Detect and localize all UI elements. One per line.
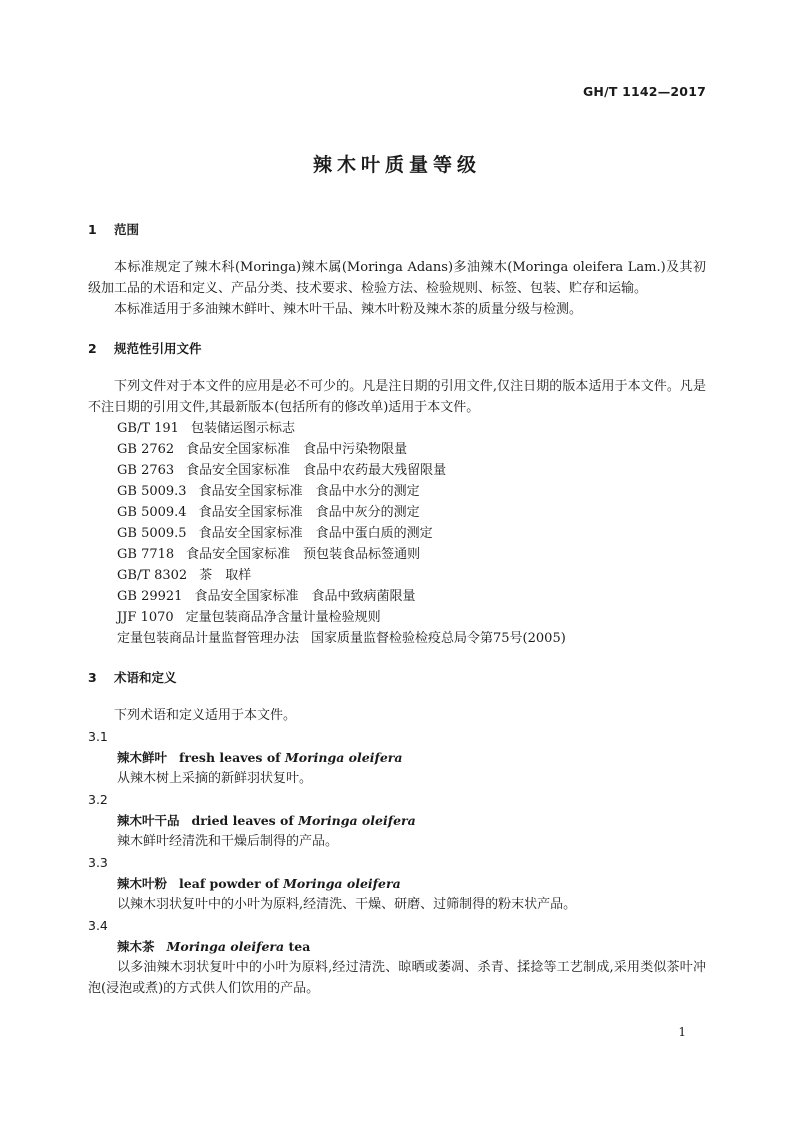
references-intro: 下列文件对于本文件的应用是必不可少的。凡是注日期的引用文件,仅注日期的版本适用于本文件。凡是不注日期的引用文件,其最新版本(包括所有的修改单)适用于本文件。	[88, 379, 706, 415]
term-chinese: 辣木鲜叶	[117, 750, 168, 765]
document-title: 辣木叶质量等级	[312, 154, 481, 176]
term-chinese: 辣木茶	[117, 939, 155, 954]
reference-title: 食品安全国家标准 食品中致病菌限量	[194, 589, 416, 604]
reference-item	[88, 418, 706, 439]
reference-item	[88, 523, 706, 544]
term-english-prefix: dried leaves of	[191, 813, 294, 828]
scope-paragraph-1: 本标准规定了辣木科(Moringa)辣木属(Moringa Adans)多油辣木(Moringa oleifera Lam.)及其初级加工品的术语和定义、产品分类、技术要求、检验方法、检验规则、标签、包装、贮存和运输。	[88, 260, 706, 296]
reference-item	[88, 607, 706, 628]
reference-title: 包装储运图示标志	[190, 421, 295, 436]
reference-item	[88, 544, 706, 565]
term-heading	[88, 747, 706, 768]
reference-code: GB 5009.3	[117, 484, 187, 499]
reference-title: 国家质量监督检验检疫总局令第75号(2005)	[311, 631, 566, 646]
reference-code: GB/T 8302	[117, 568, 188, 583]
reference-code: GB 29921	[117, 589, 183, 604]
reference-list	[88, 418, 706, 649]
reference-item	[88, 565, 706, 586]
term-heading	[88, 873, 706, 894]
term-number: 3.3	[88, 855, 108, 870]
reference-code: JJF 1070	[117, 610, 174, 625]
reference-title: 食品安全国家标准 食品中蛋白质的测定	[198, 526, 433, 541]
term-list	[88, 726, 706, 999]
reference-title: 定量包装商品净含量计量检验规则	[185, 610, 381, 625]
section-number: 2	[88, 341, 97, 356]
term-chinese: 辣木叶干品	[117, 813, 180, 828]
term-english	[192, 813, 416, 828]
term-number: 3.1	[88, 729, 108, 744]
term-english-prefix: fresh leaves of	[179, 750, 281, 765]
document-body	[88, 219, 706, 999]
reference-title: 食品安全国家标准 食品中灰分的测定	[198, 505, 420, 520]
term-definition: 从辣木树上采摘的新鲜羽状复叶。	[117, 771, 313, 786]
section-heading-scope	[88, 219, 706, 240]
reference-title: 食品安全国家标准 预包装食品标签通则	[186, 547, 421, 562]
section-title: 规范性引用文件	[114, 341, 202, 356]
term-definition: 以多油辣木羽状复叶中的小叶为原料,经过清洗、晾晒或萎凋、杀青、揉捻等工艺制成,采用类似茶叶冲泡(浸泡或煮)的方式供人们饮用的产品。	[88, 960, 706, 996]
term-species-name: Moringa oleifera	[283, 876, 401, 891]
standard-code: GH/T 1142—2017	[582, 84, 706, 99]
section-title: 范围	[114, 222, 140, 237]
term-english-prefix: leaf powder of	[179, 876, 279, 891]
reference-code: GB 5009.4	[117, 505, 187, 520]
section-heading-references	[88, 338, 706, 359]
term-english	[167, 939, 311, 954]
term-definition: 辣木鲜叶经清洗和干燥后制得的产品。	[117, 834, 339, 849]
term-heading	[88, 936, 706, 957]
term-heading	[88, 810, 706, 831]
reference-code: GB/T 191	[117, 421, 179, 436]
scope-paragraph-2: 本标准适用于多油辣木鲜叶、辣木叶干品、辣木叶粉及辣木茶的质量分级与检测。	[114, 302, 583, 317]
reference-item	[88, 628, 706, 649]
section-number: 3	[88, 670, 97, 685]
section-heading-terms	[88, 667, 706, 688]
reference-code: 定量包装商品计量监督管理办法	[117, 631, 300, 646]
reference-item	[88, 481, 706, 502]
term-species-name: Moringa oleifera	[284, 750, 403, 765]
terms-intro: 下列术语和定义适用于本文件。	[114, 708, 297, 723]
reference-item	[88, 502, 706, 523]
reference-title: 茶 取样	[199, 568, 252, 583]
term-chinese: 辣木叶粉	[117, 876, 168, 891]
section-number: 1	[88, 222, 97, 237]
term-english	[179, 876, 401, 891]
reference-title: 食品安全国家标准 食品中农药最大残留限量	[186, 463, 447, 478]
reference-code: GB 7718	[117, 547, 175, 562]
reference-code: GB 2763	[117, 463, 175, 478]
reference-code: GB 5009.5	[117, 526, 187, 541]
reference-title: 食品安全国家标准 食品中水分的测定	[198, 484, 420, 499]
reference-item	[88, 460, 706, 481]
term-number: 3.2	[88, 792, 108, 807]
reference-item	[88, 586, 706, 607]
page-number: 1	[678, 1025, 686, 1039]
term-species-name: Moringa oleifera	[166, 939, 285, 954]
term-species-name: Moringa oleifera	[298, 813, 416, 828]
term-english	[179, 750, 402, 765]
term-english-suffix: tea	[288, 939, 311, 954]
reference-title: 食品安全国家标准 食品中污染物限量	[186, 442, 408, 457]
reference-item	[88, 439, 706, 460]
term-definition: 以辣木羽状复叶中的小叶为原料,经清洗、干燥、研磨、过筛制得的粉末状产品。	[117, 897, 577, 912]
section-title: 术语和定义	[114, 670, 177, 685]
reference-code: GB 2762	[117, 442, 175, 457]
term-number: 3.4	[88, 918, 108, 933]
